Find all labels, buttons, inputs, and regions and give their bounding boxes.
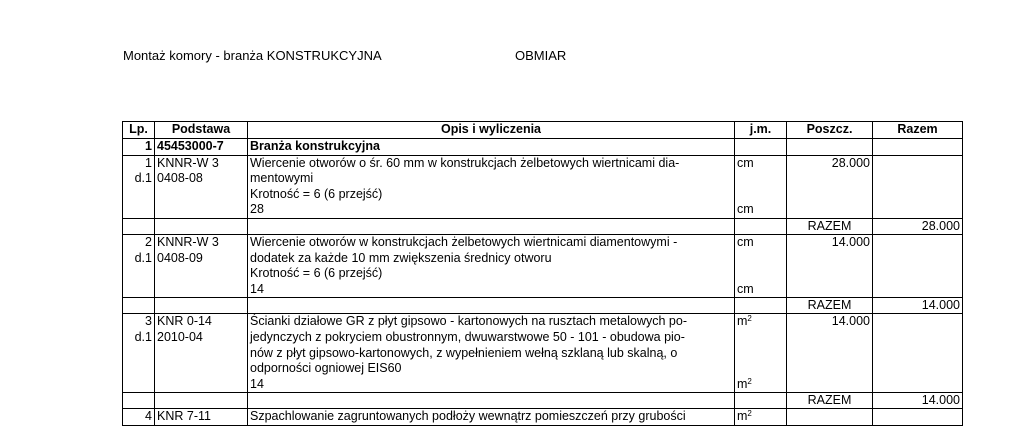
section-row (123, 139, 963, 156)
item-poszcz: 14.000 (787, 234, 873, 297)
item-calculation: 28 (250, 202, 264, 217)
col-poszcz-header: Poszcz. (787, 122, 873, 139)
item-podstawa: KNNR-W 3 0408-08 (155, 155, 248, 218)
item-lp: 2 d.1 (123, 234, 155, 297)
section-name: Branża konstrukcyjna (248, 139, 735, 156)
razem-value: 28.000 (873, 218, 963, 234)
razem-row (123, 218, 963, 234)
document-title: Montaż komory - branża KONSTRUKCYJNA (123, 48, 382, 63)
item-description: Wiercenie otworów o śr. 60 mm w konstrukcjach żelbetowych wiertnicami dia- mentowymi Krotność = 6 (6 przejść) 28 (248, 155, 735, 218)
razem-label: RAZEM (787, 298, 873, 314)
razem-value: 14.000 (873, 393, 963, 409)
table-row (123, 314, 963, 393)
obmiar-table (122, 121, 963, 426)
section-lp: 1 (123, 139, 155, 156)
item-unit: cm cm (735, 155, 787, 218)
item-podstawa: KNNR-W 3 0408-09 (155, 234, 248, 297)
item-lp: 1 d.1 (123, 155, 155, 218)
col-razem-header: Razem (873, 122, 963, 139)
item-description: Ścianki działowe GR z płyt gipsowo - kartonowych na rusztach metalowych po- jedynczych z pokryciem obustronnym, dwuwarstwowe 50 - 101 - obudowa pio- nów z płyt gipsowo-kartonowych, z wypełnieniem wełną szklaną lub skalną, o odporności ogniowej EIS60 14 (248, 314, 735, 393)
table-row (123, 234, 963, 297)
table-row (123, 155, 963, 218)
item-unit: $m^2$ (735, 409, 787, 426)
item-description: Wiercenie otworów w konstrukcjach żelbetowych wiertnicami diamentowymi - dodatek za każde 10 mm zwiększenia średnicy otworu Krotność = 6 (6 przejść) 14 (248, 234, 735, 297)
item-unit: cm cm (735, 234, 787, 297)
item-poszcz: 28.000 (787, 155, 873, 218)
col-lp-header: Lp. (123, 122, 155, 139)
section-code: 45453000-7 (155, 139, 248, 156)
item-calculation: 14 (250, 281, 264, 296)
item-poszcz: 14.000 (787, 314, 873, 393)
col-podstawa-header: Podstawa (155, 122, 248, 139)
item-description: Szpachlowanie zagruntowanych podłoży wewnątrz pomieszczeń przy grubości (248, 409, 735, 426)
item-krotnosc: Krotność = 6 (6 przejść) (250, 266, 383, 281)
col-jm-header: j.m. (735, 122, 787, 139)
razem-label: RAZEM (787, 393, 873, 409)
document-type: OBMIAR (515, 48, 567, 63)
page-header (123, 48, 723, 66)
item-lp: 4 (123, 409, 155, 426)
table-row (123, 409, 963, 426)
col-opis-header: Opis i wyliczenia (248, 122, 735, 139)
item-calculation: 14 (250, 376, 264, 391)
item-podstawa: KNR 7-11 (155, 409, 248, 426)
razem-row (123, 393, 963, 409)
item-krotnosc: Krotność = 6 (6 przejść) (250, 186, 383, 201)
table-header-row (123, 122, 963, 139)
razem-row (123, 298, 963, 314)
razem-label: RAZEM (787, 218, 873, 234)
razem-value: 14.000 (873, 298, 963, 314)
item-podstawa: KNR 0-14 2010-04 (155, 314, 248, 393)
item-lp: 3 d.1 (123, 314, 155, 393)
item-unit: $m^2$ $m^2$ (735, 314, 787, 393)
